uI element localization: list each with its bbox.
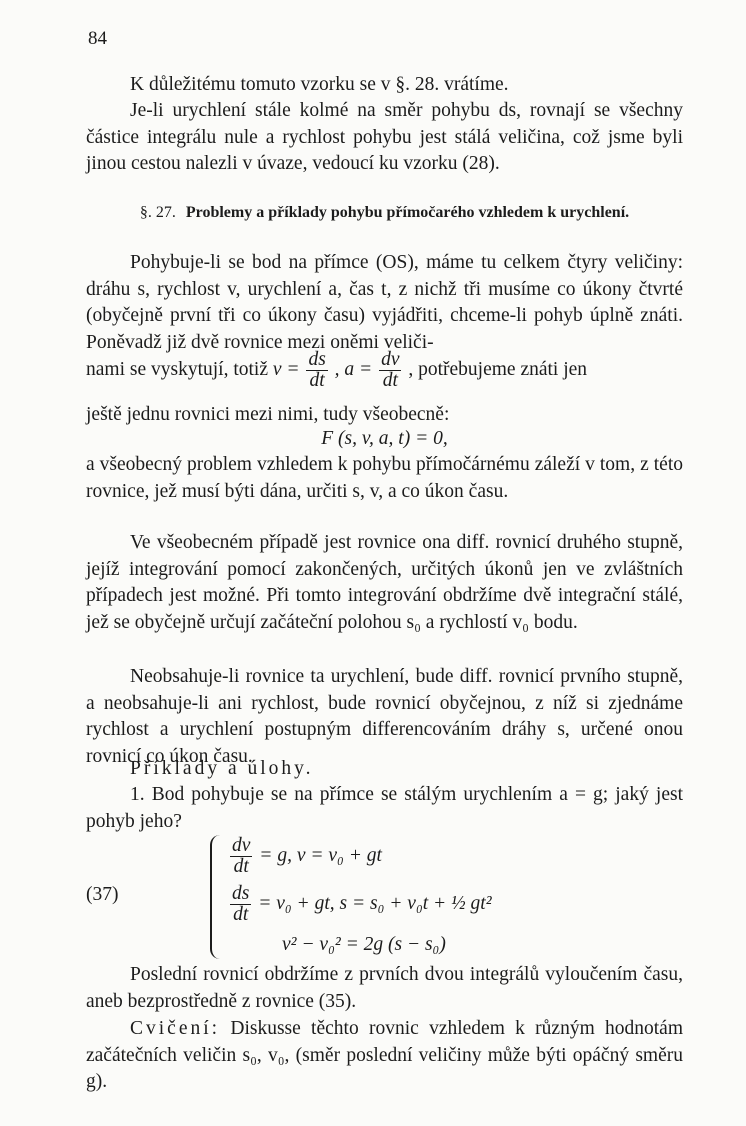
paragraph-6: Neobsahuje-li rovnice ta urychlení, bude diff. rovnicí prvního stupně, a neobsahuje-li ani rychlost, bude rovnicí obyčejnou, z níž si zjednáme rychlost a urychlení postupným differencováním dráhy s, určené onou rovnicí co úkon času. (86, 666, 683, 767)
section-heading (86, 204, 683, 221)
equation-line-1 (228, 836, 382, 877)
paragraph-5: Ve všeobecném případě jest rovnice ona diff. rovnicí druhého stupně, jejíž integrování pomocí zakončených, určitých úkonů jen ve zvláštních případech jest možné. Při tomto integrování obdržíme dvě integrační stálé, jež se obyčejně určují začáteční polohou s₀ a rychlostí v₀ bodu. (86, 532, 683, 633)
line-jeste: ještě jednu rovnici mezi nimi, tudy všeobecně: (86, 404, 450, 425)
v-equals: v = (272, 358, 300, 380)
fraction-dv-dt (379, 350, 401, 391)
a-equals: , a = (334, 358, 373, 380)
denominator: dt (382, 370, 398, 391)
denominator: dt (309, 370, 325, 391)
fraction-ds-dt (306, 350, 327, 391)
paragraph-9 (86, 1016, 683, 1096)
paragraph-1: K důležitému tomuto vzorku se v §. 28. vrátíme. (130, 74, 509, 95)
equation-line-2 (228, 884, 492, 925)
paragraph-3: Pohybuje-li se bod na přímce (OS), máme tu celkem čtyry veličiny: dráhu s, rychlost v, urychlení a, čas t, z nichž tři musíme co úkony čtvrté (obyčejně první tři co úkony času) vyjádřiti, chceme-li pohyb úplně znáti. Poněvadž již dvě rovnice mezi oněmi veliči- (86, 252, 683, 353)
paragraph-7: 1. Bod pohybuje se na přímce se stálým urychlením a = g; jaký jest pohyb jeho? (86, 784, 683, 832)
paragraph-4: a všeobecný problem vzhledem k pohybu přímočárnému záleží v tom, z této rovnice, jež musí býti dána, určiti s, v, a co úkon času. (86, 454, 683, 502)
line-tail: , potřebujeme znáti jen (408, 358, 588, 380)
examples-heading: Příklady a úlohy. (130, 758, 314, 779)
equation-label: (37) (86, 884, 119, 905)
fraction-dv-dt (230, 836, 252, 877)
page-number: 84 (88, 28, 107, 49)
section-title: Problemy a příklady pohybu přímočarého vzhledem k urychlení. (185, 204, 630, 221)
derivative-definitions-line (86, 350, 683, 391)
numerator: dv (381, 349, 400, 370)
denominator: dt (233, 856, 249, 877)
denominator: dt (233, 904, 249, 925)
general-equation: F (s, v, a, t) = 0, (321, 428, 448, 449)
line-lead: nami se vyskytují, totiž (86, 358, 268, 380)
numerator: ds (232, 883, 250, 904)
numerator: ds (308, 349, 326, 370)
paragraph-2: Je-li urychlení stále kolmé na směr pohybu ds, rovnají se všechny částice integrálu nule a rychlost pohybu jest stálá veličina, což jsme byli jinou cestou nalezli v úvaze, vedoucí ku vzorku (28). (86, 100, 683, 174)
left-brace (210, 835, 226, 959)
exercise-label: Cvičení: (130, 1018, 221, 1039)
exercise-text: Diskusse těchto rovnic vzhledem k různým hodnotám začátečních veličin s₀, v₀, (směr poslední veličiny může býti opáčný směru g). (86, 1018, 683, 1092)
equation-2-rest: = v₀ + gt, s = s₀ + v₀t + ½ gt² (258, 892, 492, 914)
fraction-ds-dt (230, 884, 251, 925)
section-number: §. 27. (139, 204, 176, 221)
paragraph-8: Poslední rovnicí obdržíme z prvních dvou integrálů vyloučením času, aneb bezprostředně z rovnice (35). (86, 964, 683, 1012)
equation-line-3: v² − v₀² = 2g (s − s₀) (282, 934, 446, 955)
equation-1-rest: = g, v = v₀ + gt (259, 844, 382, 866)
numerator: dv (232, 835, 251, 856)
